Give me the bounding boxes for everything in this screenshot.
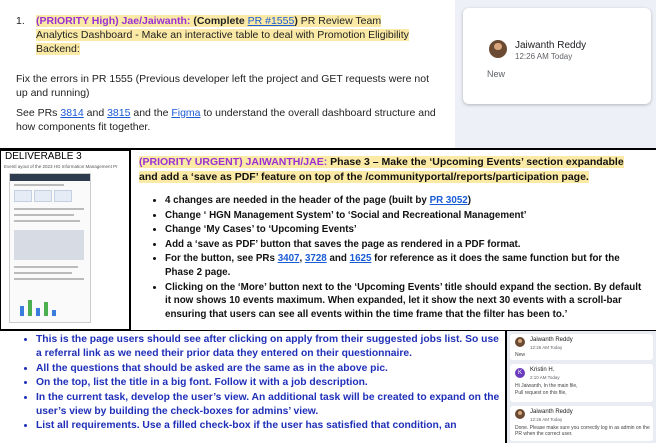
task-heading-title: Phase 3 – Make the ‘Upcoming Events’ section expandable and add a ‘save as PDF’ feature on top of the /communityportal/reports/participation page. bbox=[139, 156, 624, 183]
pr-3814-link[interactable]: 3814 bbox=[60, 107, 84, 119]
task-bullets bbox=[135, 194, 643, 322]
list-item: • 4 changes are needed in the header of the page (built by PR 3052) bbox=[165, 194, 643, 208]
dashboard-screenshot bbox=[9, 173, 91, 323]
thread-comment-3[interactable] bbox=[510, 406, 653, 441]
figma-link[interactable]: Figma bbox=[171, 107, 201, 119]
list-item: • Change ‘My Cases’ to ‘Upcoming Events’ bbox=[165, 223, 643, 237]
comment-author: Jaiwanth Reddy bbox=[530, 337, 573, 343]
comment-time: 2:10 AM Today bbox=[530, 375, 560, 380]
task-high-priority-panel bbox=[0, 0, 455, 148]
list-item: • Clicking on the ‘More’ button next to the ‘Upcoming Events’ title should expand the section. By default it now shows 10 events maximum. When expanded, let it show the next 30 events with a scroll-bar ensuring that users can see all events within the time frame that the filter has been to.’ bbox=[165, 281, 643, 322]
deliverable-title: DELIVERABLE 3 bbox=[5, 151, 82, 162]
see-suffix: to understand the overall dashboard structure and how components fit together. bbox=[16, 107, 436, 133]
comment-status: New bbox=[487, 69, 506, 79]
comment-time: 12:26 AM Today bbox=[515, 52, 573, 61]
priority-label: (PRIORITY High) Jae/Jaiwanth: bbox=[36, 15, 191, 27]
task-urgent-panel bbox=[131, 150, 656, 330]
complete-close: ) bbox=[294, 15, 298, 27]
list-item: • For the button, see PRs 3407, 3728 and 1625 for reference as it does the same function but for the Phase 2 page. bbox=[165, 252, 643, 279]
deliverable-thumbnail bbox=[0, 150, 130, 330]
pr-3052-link[interactable]: PR 3052 bbox=[429, 195, 468, 206]
comment-text: Done. Please make sure you correctly log in as admin on the PR when the correct user. bbox=[515, 425, 650, 437]
list-item: • Change ‘ HGN Management System’ to ‘Social and Recreational Management’ bbox=[165, 209, 643, 223]
urgent-priority-label: (PRIORITY URGENT) JAIWANTH/JAE: bbox=[139, 156, 328, 168]
comment-text: Hi Jaiwanth, In the main file, bbox=[515, 383, 578, 389]
task-title: PR Review Team Analytics Dashboard - Make an interactive table to deal with Promotion Eligibility Backend: bbox=[36, 15, 409, 55]
pr-1625-link[interactable]: 1625 bbox=[349, 253, 372, 265]
avatar bbox=[515, 337, 525, 347]
pr-1555-link[interactable]: PR #1555 bbox=[247, 15, 295, 27]
notes-bullets bbox=[4, 333, 504, 434]
list-item: • On the top, list the title in a big font. Follow it with a job description. bbox=[36, 376, 504, 390]
avatar: K bbox=[515, 368, 525, 378]
comment-thread bbox=[507, 331, 656, 443]
fix-errors-text: Fix the errors in PR 1555 (Previous developer left the project and GET requests were not up and running) bbox=[16, 73, 430, 99]
complete-open: (Complete bbox=[193, 15, 245, 27]
task-heading bbox=[139, 155, 644, 185]
comment-time: 12:26 AM Today bbox=[530, 417, 563, 422]
see-prefix: See PRs bbox=[16, 107, 58, 119]
avatar bbox=[489, 40, 507, 58]
thread-comment-2[interactable] bbox=[510, 364, 653, 402]
job-page-notes bbox=[0, 331, 505, 443]
comment-author: Jaiwanth Reddy bbox=[530, 409, 573, 415]
pr-3815-link[interactable]: 3815 bbox=[107, 107, 131, 119]
task-item-1 bbox=[18, 14, 414, 56]
list-number: 1. bbox=[16, 15, 25, 27]
avatar bbox=[515, 409, 525, 419]
see-prs-text bbox=[16, 106, 436, 134]
pr-3407-link[interactable]: 3407 bbox=[277, 253, 300, 265]
comment-card[interactable] bbox=[463, 8, 651, 104]
list-item: • Add a ‘save as PDF’ button that saves the page as rendered in a PDF format. bbox=[165, 238, 643, 252]
list-item: • This is the page users should see after clicking on apply from their suggested jobs list. So use a referral link as we need their prior data they entered on their questionnaire. bbox=[36, 333, 504, 362]
comment-author: Kristin H. bbox=[530, 367, 555, 373]
list-item: • All the questions that should be asked are the same as in the above pic. bbox=[36, 362, 504, 376]
comment-text: Pull request on this file, bbox=[515, 390, 567, 396]
list-item: • In the current task, develop the user’s view. An additional task will be created to expand on the user’s view by building the check-boxes for admins’ view. bbox=[36, 391, 504, 420]
comment-author: Jaiwanth Reddy bbox=[515, 40, 587, 51]
and-the-text: and the bbox=[133, 107, 169, 119]
comment-sidebar bbox=[455, 0, 656, 148]
and-text: and bbox=[86, 107, 105, 119]
comment-status: New bbox=[515, 352, 526, 358]
pr-3728-link[interactable]: 3728 bbox=[304, 253, 327, 265]
list-item: • List all requirements. Use a filled check-box if the user has satisfied that condition, an bbox=[36, 419, 504, 433]
thread-comment-1[interactable] bbox=[510, 334, 653, 360]
comment-time: 12:26 AM Today bbox=[530, 345, 563, 350]
deliverable-caption: Eventl ayout of the 2023 HG Information Management Pr bbox=[4, 164, 118, 169]
